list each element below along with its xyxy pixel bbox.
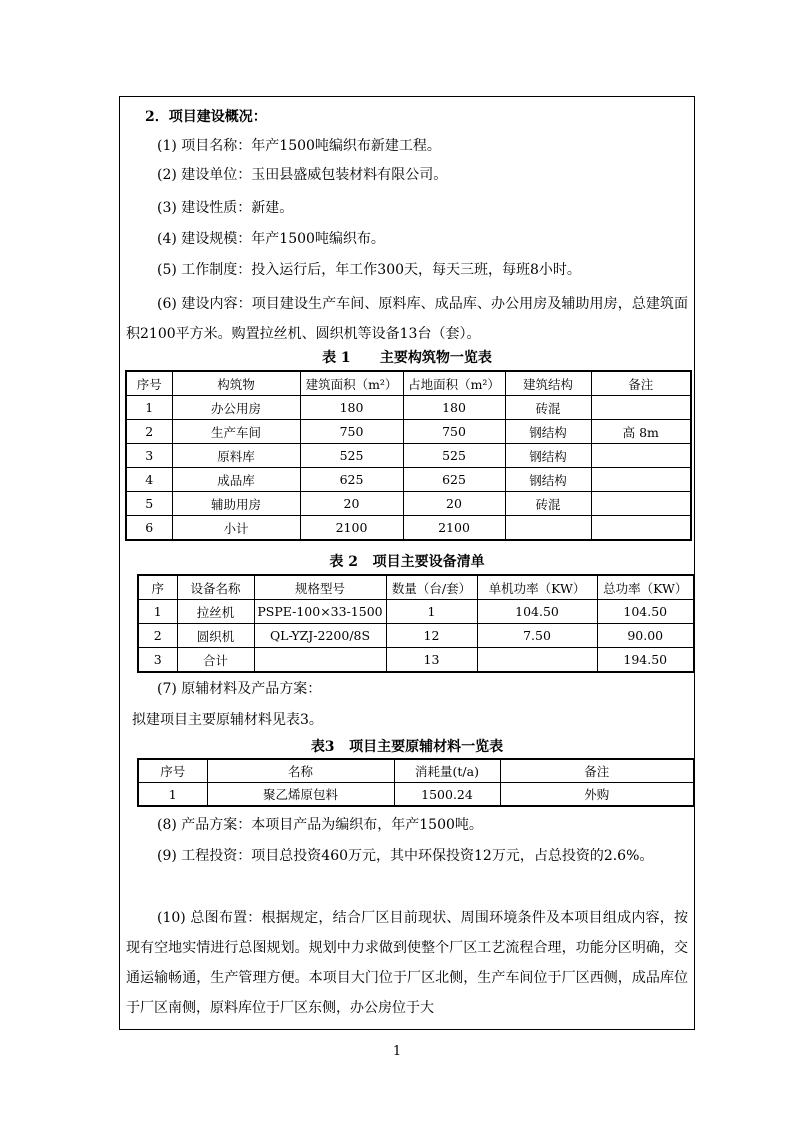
table-row (126, 516, 691, 541)
table-cell: QL-YZJ-2200/8S (254, 624, 386, 648)
table-cell: 1 (126, 396, 172, 420)
table-cell: 4 (126, 468, 172, 492)
table-cell: 合计 (177, 648, 254, 673)
table-cell: 砖混 (505, 396, 591, 420)
table-cell: 成品库 (172, 468, 300, 492)
item-8: (8) 产品方案：本项目产品为编织布，年产1500吨。 (157, 817, 483, 833)
table-cell (591, 468, 691, 492)
table-cell: 1500.24 (394, 783, 500, 807)
table-cell: 外购 (500, 783, 694, 807)
table-cell: 625 (403, 468, 505, 492)
table2-header-cell: 数量（台/套） (386, 575, 477, 600)
table-cell: 1 (386, 600, 477, 624)
table-row (138, 783, 694, 807)
document-frame (119, 96, 695, 1030)
table-cell: 钢结构 (505, 444, 591, 468)
table1-header-cell: 备注 (591, 371, 691, 396)
table3-header-row (138, 759, 694, 783)
item-3: (3) 建设性质：新建。 (157, 200, 294, 216)
table-cell: 1 (138, 600, 177, 624)
table-row (126, 420, 691, 444)
table2-header-cell: 设备名称 (177, 575, 254, 600)
table-row (126, 492, 691, 516)
table-cell: 5 (126, 492, 172, 516)
table1-header-cell: 建筑结构 (505, 371, 591, 396)
table-cell: 750 (403, 420, 505, 444)
table-cell: 1 (138, 783, 207, 807)
table3-header-cell: 序号 (138, 759, 207, 783)
table-cell: PSPE-100×33-1500 (254, 600, 386, 624)
section-heading: 2．项目建设概况： (145, 109, 267, 125)
table-cell: 原料库 (172, 444, 300, 468)
table-cell: 3 (126, 444, 172, 468)
table1-header-row (126, 371, 691, 396)
table-cell (591, 396, 691, 420)
item-5: (5) 工作制度：投入运行后，年工作300天，每天三班，每班8小时。 (157, 262, 581, 278)
table1-header-cell: 占地面积（m²） (403, 371, 505, 396)
table-cell: 750 (300, 420, 403, 444)
item-2: (2) 建设单位：玉田县盛威包装材料有限公司。 (157, 167, 448, 183)
table1-header-cell: 构筑物 (172, 371, 300, 396)
table-cell: 2 (126, 420, 172, 444)
table-cell: 7.50 (477, 624, 597, 648)
item-1: (1) 项目名称：年产1500吨编织布新建工程。 (157, 138, 441, 154)
table-cell (505, 516, 591, 541)
table-cell: 12 (386, 624, 477, 648)
table-cell: 104.50 (477, 600, 597, 624)
table-cell: 圆织机 (177, 624, 254, 648)
table-cell: 525 (403, 444, 505, 468)
table-cell: 6 (126, 516, 172, 541)
table1-header-cell: 建筑面积（m²） (300, 371, 403, 396)
table-cell: 钢结构 (505, 468, 591, 492)
table2 (137, 574, 695, 673)
table-cell: 180 (403, 396, 505, 420)
item-6: (6) 建设内容：项目建设生产车间、原料库、成品库、办公用房及辅助用房，总建筑面积2100平方米。购置拉丝机、圆织机等设备13台（套）。 (126, 296, 688, 342)
table-cell (477, 648, 597, 673)
table-cell (591, 516, 691, 541)
table-cell: 2100 (300, 516, 403, 541)
table-cell: 13 (386, 648, 477, 673)
table3-header-cell: 备注 (500, 759, 694, 783)
table-cell: 钢结构 (505, 420, 591, 444)
table-cell: 2 (138, 624, 177, 648)
table-cell: 104.50 (597, 600, 694, 624)
table-cell: 20 (403, 492, 505, 516)
table2-header-cell: 总功率（KW） (597, 575, 694, 600)
table-cell: 高 8m (591, 420, 691, 444)
table2-header-cell: 序 (138, 575, 177, 600)
table3-header-cell: 消耗量(t/a) (394, 759, 500, 783)
table-cell: 办公用房 (172, 396, 300, 420)
table-cell: 625 (300, 468, 403, 492)
table-cell: 小计 (172, 516, 300, 541)
table-cell: 聚乙烯原包料 (207, 783, 394, 807)
table-cell: 90.00 (597, 624, 694, 648)
table-cell: 525 (300, 444, 403, 468)
item-10: (10) 总图布置：根据规定，结合厂区目前现状、周围环境条件及本项目组成内容，按现有空地实情进行总图规划。规划中力求做到使整个厂区工艺流程合理，功能分区明确，交通运输畅通，生产管理方便。本项目大门位于厂区北侧，生产车间位于厂区西侧，成品库位于厂区南侧，原料库位于厂区东侧，办公房位于大 (126, 910, 688, 1016)
table2-header-row (138, 575, 694, 600)
table2-header-cell: 单机功率（KW） (477, 575, 597, 600)
table-cell: 拉丝机 (177, 600, 254, 624)
table-cell (591, 444, 691, 468)
table-row (126, 468, 691, 492)
table2-header-cell: 规格型号 (254, 575, 386, 600)
table-row (126, 444, 691, 468)
item-7-note: 拟建项目主要原辅材料见表3。 (132, 712, 323, 728)
table-cell: 生产车间 (172, 420, 300, 444)
table-cell: 20 (300, 492, 403, 516)
table-cell: 辅助用房 (172, 492, 300, 516)
table1-header-cell: 序号 (126, 371, 172, 396)
table-cell: 3 (138, 648, 177, 673)
page-number: 1 (392, 1044, 402, 1059)
item-9: (9) 工程投资：项目总投资460万元，其中环保投资12万元，占总投资的2.6%。 (157, 848, 654, 864)
table3 (137, 758, 695, 807)
table1-caption: 表 1 主要构筑物一览表 (322, 350, 492, 366)
table-cell: 2100 (403, 516, 505, 541)
table-row (138, 648, 694, 673)
table-cell: 194.50 (597, 648, 694, 673)
table3-caption: 表3 项目主要原辅材料一览表 (310, 739, 504, 755)
table-cell (254, 648, 386, 673)
table-row (138, 624, 694, 648)
table-cell: 180 (300, 396, 403, 420)
table3-header-cell: 名称 (207, 759, 394, 783)
table2-caption: 表 2 项目主要设备清单 (329, 554, 485, 570)
table-row (138, 600, 694, 624)
table-cell: 砖混 (505, 492, 591, 516)
table-cell (591, 492, 691, 516)
table-row (126, 396, 691, 420)
table1 (125, 370, 692, 541)
item-4: (4) 建设规模：年产1500吨编织布。 (157, 231, 385, 247)
item-7: (7) 原辅材料及产品方案： (157, 681, 322, 697)
